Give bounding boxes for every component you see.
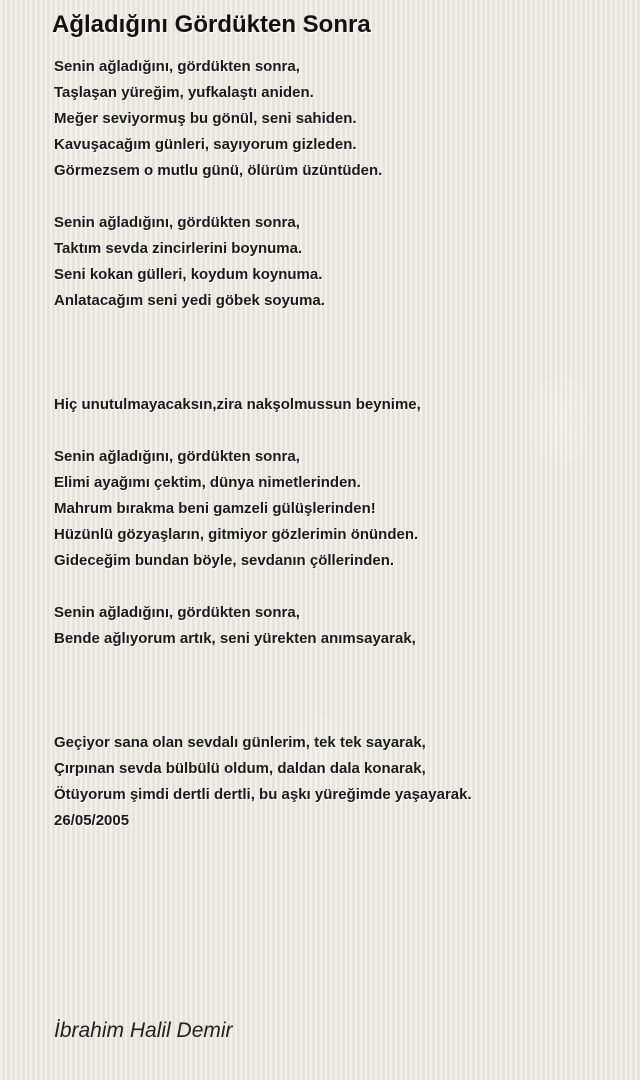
stanza-5 — [54, 600, 614, 652]
poem-body — [54, 54, 614, 834]
poem-line: Ötüyorum şimdi dertli dertli, bu aşkı yüreğimde yaşayarak. — [54, 786, 472, 803]
poem-line: Hiç unutulmayacaksın,zira nakşolmussun beynime, — [54, 396, 421, 413]
poem-line: Mahrum bırakma beni gamzeli gülüşlerinden! — [54, 500, 376, 517]
poem-line: Geçiyor sana olan sevdalı günlerim, tek tek sayarak, — [54, 734, 426, 751]
poem-line: Hüzünlü gözyaşların, gitmiyor gözlerimin önünden. — [54, 526, 419, 543]
poem-line: Senin ağladığını, gördükten sonra, — [54, 604, 300, 621]
poem-line: Senin ağladığını, gördükten sonra, — [54, 448, 300, 465]
stanza-6 — [54, 730, 614, 834]
poem-line: Seni kokan gülleri, koydum koynuma. — [54, 266, 323, 283]
poem-line: Senin ağladığını, gördükten sonra, — [54, 214, 300, 231]
poem-line: Taktım sevda zincirlerini boynuma. — [54, 240, 303, 257]
poem-line: Senin ağladığını, gördükten sonra, — [54, 58, 300, 75]
poem-line: Kavuşacağım günleri, sayıyorum gizleden. — [54, 136, 357, 153]
poem-title: Ağladığını Gördükten Sonra — [52, 11, 371, 38]
poem-line: Anlatacağım seni yedi göbek soyuma. — [54, 292, 325, 309]
poem-line: Gideceğim bundan böyle, sevdanın çöllerinden. — [54, 552, 395, 569]
poem-date: 26/05/2005 — [54, 812, 130, 829]
stanza-1 — [54, 54, 614, 184]
poem-author: İbrahim Halil Demir — [54, 1019, 233, 1042]
stanza-3 — [54, 392, 614, 418]
poem-line: Bende ağlıyorum artık, seni yürekten anımsayarak, — [54, 630, 416, 647]
stanza-2 — [54, 210, 614, 314]
poem-line: Çırpınan sevda bülbülü oldum, daldan dala konarak, — [54, 760, 426, 777]
stanza-4 — [54, 444, 614, 574]
poem-line: Taşlaşan yüreğim, yufkalaştı aniden. — [54, 84, 314, 101]
poem-line: Görmezsem o mutlu günü, ölürüm üzüntüden. — [54, 162, 383, 179]
poem-line: Elimi ayağımı çektim, dünya nimetlerinden. — [54, 474, 361, 491]
poem-line: Meğer seviyormuş bu gönül, seni sahiden. — [54, 110, 357, 127]
